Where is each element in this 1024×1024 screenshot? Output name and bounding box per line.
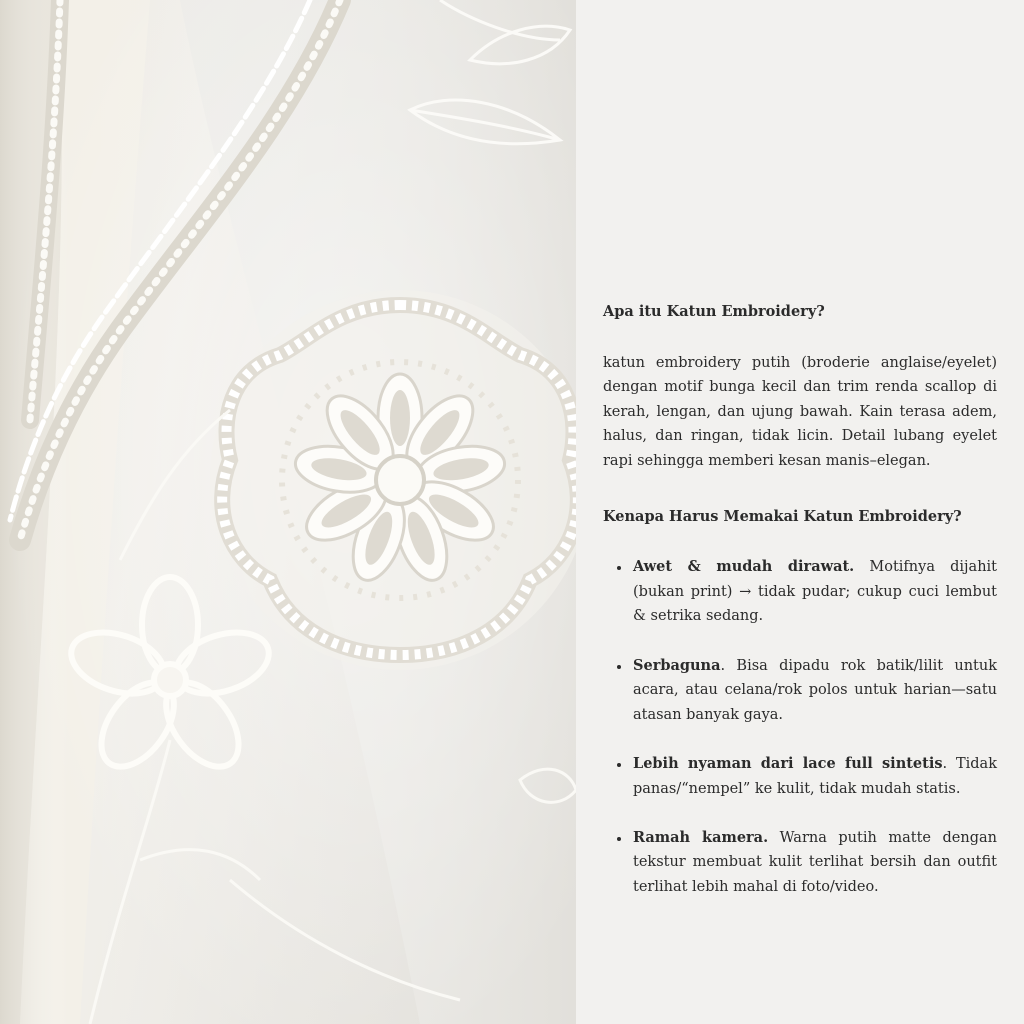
benefit-text: . Tidak panas/“nempel” ke kulit, tidak mudah statis. <box>633 755 997 797</box>
benefit-text: Motifnya dijahit (bukan print) → tidak pudar; cukup cuci lembut & setrika sedang. <box>633 559 997 625</box>
benefit-item <box>603 654 997 728</box>
benefit-title: Lebih nyaman dari lace full sintetis <box>633 754 943 772</box>
section-heading-what-is: Apa itu Katun Embroidery? <box>603 303 825 320</box>
description-paragraph: katun embroidery putih (broderie anglaise/eyelet) dengan motif bunga kecil dan trim renda scallop di kerah, lengan, dan ujung bawah. Kain terasa adem, halus, dan ringan, tidak licin. Detail lubang eyelet rapi sehingga memberi kesan manis–elegan. <box>603 354 997 469</box>
benefit-title: Awet & mudah dirawat. <box>633 558 855 576</box>
benefit-text: Warna putih matte dengan tekstur membuat kulit terlihat bersih dan outfit terlihat lebih mahal di foto/video. <box>633 829 997 895</box>
text-column <box>603 300 997 924</box>
benefit-item <box>603 555 997 629</box>
benefit-text: . Bisa dipadu rok batik/lilit untuk acara, atau celana/rok polos untuk harian—satu atasan banyak gaya. <box>633 657 997 723</box>
benefit-list <box>603 555 997 899</box>
benefit-item <box>603 826 997 900</box>
eyelet-flower <box>210 290 576 670</box>
benefit-item <box>603 752 997 801</box>
benefit-title: Serbaguna <box>633 656 721 674</box>
benefit-title: Ramah kamera. <box>633 828 769 846</box>
section-heading-why: Kenapa Harus Memakai Katun Embroidery? <box>603 507 962 525</box>
